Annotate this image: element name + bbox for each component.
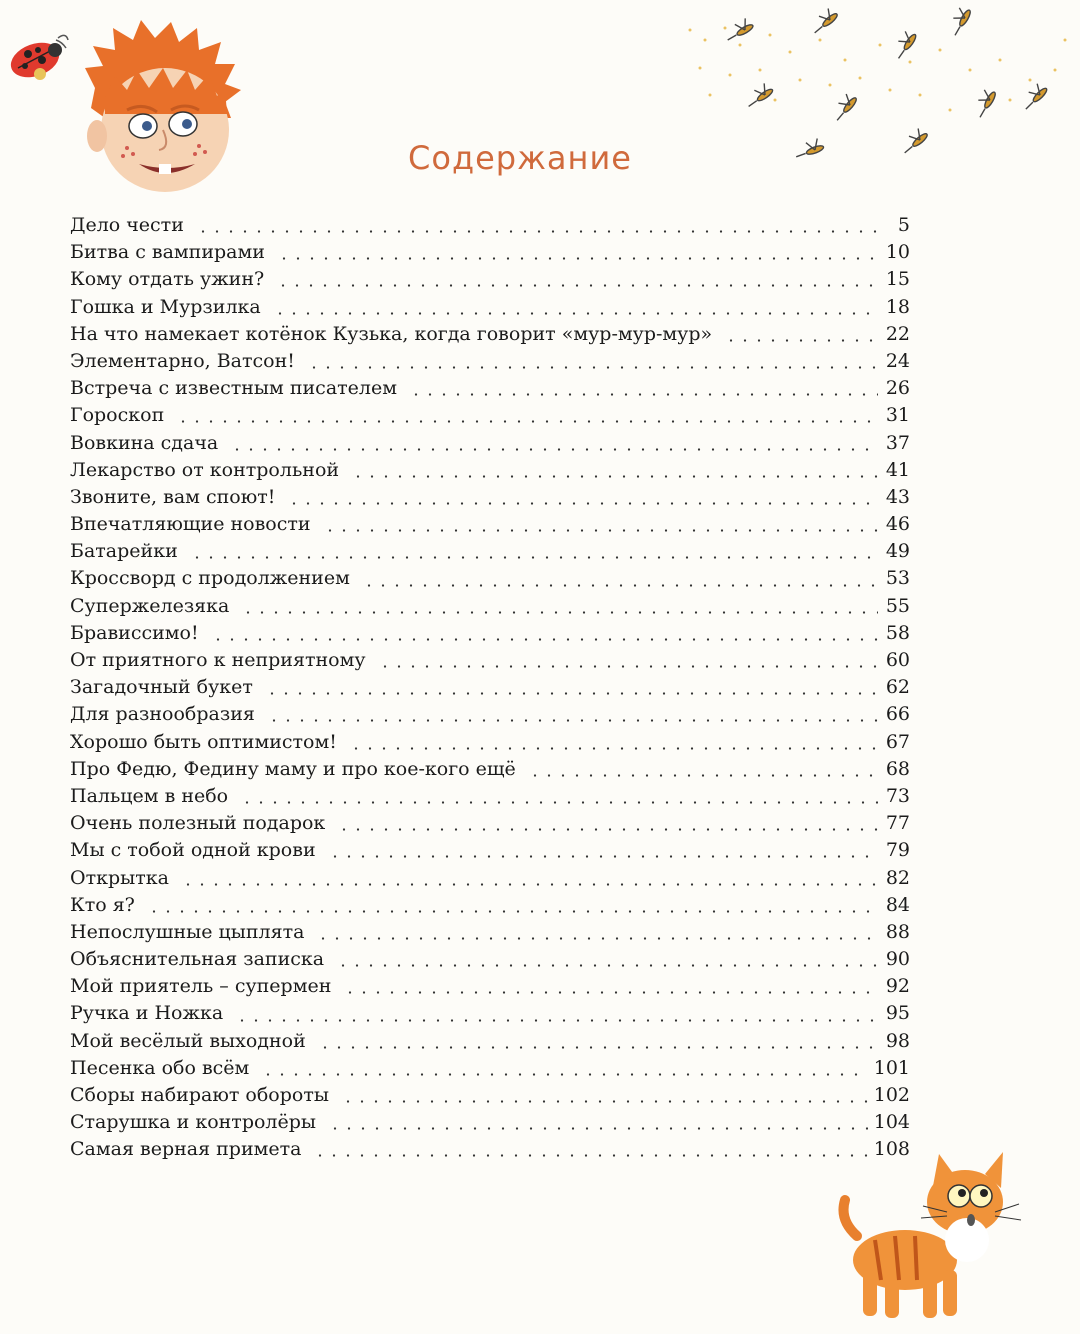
toc-dot-leader — [528, 774, 878, 777]
toc-entry-page: 37 — [885, 431, 910, 454]
toc-entry-title: Про Федю, Федину маму и про кое-кого ещё — [70, 757, 516, 780]
toc-entry[interactable] — [70, 837, 910, 864]
toc-entry[interactable] — [70, 946, 910, 973]
toc-entry-page: 88 — [885, 920, 910, 943]
toc-dot-leader — [343, 991, 878, 994]
toc-dot-leader — [240, 801, 878, 804]
toc-entry[interactable] — [70, 1109, 910, 1136]
toc-entry[interactable] — [70, 239, 910, 266]
toc-entry-page: 49 — [885, 540, 910, 563]
toc-entry[interactable] — [70, 647, 910, 674]
toc-entry-title: Мой приятель – супермен — [70, 975, 332, 998]
toc-entry-title: Дело чести — [70, 214, 184, 236]
toc-dot-leader — [318, 1046, 878, 1049]
toc-dot-leader — [328, 855, 878, 858]
toc-entry-title: Пальцем в небо — [70, 784, 229, 807]
toc-entry-page: 67 — [885, 730, 910, 753]
toc-entry[interactable] — [70, 892, 910, 919]
toc-dot-leader — [362, 584, 878, 587]
toc-entry-page: 68 — [885, 757, 910, 780]
toc-entry-page: 90 — [885, 948, 910, 971]
toc-dot-leader — [307, 366, 878, 369]
toc-entry[interactable] — [70, 865, 910, 892]
toc-entry-page: 98 — [885, 1029, 910, 1052]
toc-entry-page: 53 — [885, 567, 910, 590]
toc-entry-page: 92 — [885, 975, 910, 998]
toc-entry[interactable] — [70, 729, 910, 756]
toc-entry[interactable] — [70, 457, 910, 484]
toc-entry-page: 24 — [885, 349, 910, 372]
toc-dot-leader — [265, 692, 878, 695]
toc-entry-title: Мой весёлый выходной — [70, 1029, 306, 1052]
toc-dot-leader — [341, 1100, 868, 1103]
toc-dot-leader — [241, 611, 878, 614]
toc-entry-page: 62 — [885, 676, 910, 699]
toc-entry-title: Супержелезяка — [70, 594, 230, 617]
boy-illustration — [75, 18, 260, 208]
toc-entry-page: 10 — [885, 241, 910, 264]
toc-dot-leader — [277, 257, 878, 260]
toc-entry-page: 18 — [885, 295, 910, 318]
toc-entry[interactable] — [70, 973, 910, 1000]
toc-entry-title: Лекарство от контрольной — [70, 458, 340, 481]
toc-entry-page: 43 — [885, 485, 910, 508]
toc-dot-leader — [328, 1127, 868, 1130]
toc-dot-leader — [273, 312, 878, 315]
toc-dot-leader — [235, 1019, 878, 1022]
toc-entry[interactable] — [70, 375, 910, 402]
toc-entry-page: 84 — [885, 893, 910, 916]
toc-entry-title: Загадочный букет — [70, 676, 253, 699]
toc-dot-leader — [190, 556, 878, 559]
toc-entry[interactable] — [70, 701, 910, 728]
toc-entry-page: 66 — [885, 703, 910, 726]
toc-dot-leader — [316, 937, 878, 940]
toc-entry-page: 15 — [885, 268, 910, 291]
toc-entry-title: Гороскоп — [70, 404, 165, 427]
toc-entry-page: 82 — [885, 866, 910, 889]
toc-entry-title: Кому отдать ужин? — [70, 268, 265, 291]
toc-dot-leader — [147, 910, 878, 913]
toc-dot-leader — [336, 964, 878, 967]
ladybug-illustration — [0, 30, 70, 80]
toc-dot-leader — [196, 230, 878, 233]
toc-entry-page: 101 — [873, 1056, 910, 1079]
toc-entry-page: 108 — [873, 1138, 910, 1161]
toc-entry[interactable] — [70, 1136, 910, 1163]
toc-entry[interactable] — [70, 783, 910, 810]
toc-dot-leader — [378, 665, 878, 668]
toc-dot-leader — [313, 1154, 867, 1157]
toc-entry-page: 79 — [885, 839, 910, 862]
toc-entry-title: Батарейки — [70, 540, 178, 563]
toc-entry[interactable] — [70, 484, 910, 511]
toc-entry-page: 5 — [897, 214, 910, 236]
toc-entry-title: Очень полезный подарок — [70, 812, 326, 835]
toc-entry-page: 46 — [885, 513, 910, 536]
toc-entry-page: 95 — [885, 1002, 910, 1025]
toc-entry[interactable] — [70, 565, 910, 592]
toc-entry-title: Объяснительная записка — [70, 948, 325, 971]
toc-dot-leader — [176, 420, 878, 423]
toc-entry[interactable] — [70, 674, 910, 701]
toc-entry[interactable] — [70, 919, 910, 946]
toc-entry-title: Кто я? — [70, 893, 135, 916]
toc-entry-page: 77 — [885, 812, 910, 835]
toc-dot-leader — [211, 638, 878, 641]
toc-entry[interactable] — [70, 1055, 910, 1082]
toc-entry-title: От приятного к неприятному — [70, 649, 366, 671]
toc-entry[interactable] — [70, 1028, 910, 1055]
toc-entry-page: 73 — [885, 784, 910, 807]
page-title: Содержание — [408, 139, 632, 178]
toc-entry-title: Непослушные цыплята — [70, 920, 305, 943]
toc-entry-title: Для разнообразия — [70, 703, 255, 726]
toc-entry-page: 41 — [885, 458, 910, 481]
toc-dot-leader — [323, 529, 878, 532]
toc-entry[interactable] — [70, 402, 910, 429]
toc-entry-title: Гошка и Мурзилка — [70, 295, 261, 318]
toc-dot-leader — [287, 502, 878, 505]
toc-entry-title: Элементарно, Ватсон! — [70, 349, 295, 372]
toc-entry[interactable] — [70, 348, 910, 375]
toc-entry[interactable] — [70, 810, 910, 837]
toc-entry-title: Хорошо быть оптимистом! — [70, 730, 337, 753]
toc-dot-leader — [409, 393, 878, 396]
toc-dot-leader — [337, 828, 878, 831]
toc-entry-page: 102 — [873, 1084, 910, 1106]
toc-dot-leader — [349, 747, 878, 750]
toc-entry-page: 104 — [873, 1111, 910, 1134]
toc-entry-title: На что намекает котёнок Кузька, когда говорит «мур-мур-мур» — [70, 322, 713, 345]
toc-entry[interactable] — [70, 321, 910, 348]
toc-entry-title: Мы с тобой одной крови — [70, 839, 316, 862]
toc-entry[interactable] — [70, 511, 910, 538]
toc-dot-leader — [351, 475, 878, 478]
toc-entry[interactable] — [70, 294, 910, 321]
toc-entry[interactable] — [70, 538, 910, 565]
toc-entry-page: 26 — [885, 377, 910, 400]
toc-entry[interactable] — [70, 756, 910, 783]
toc-entry-title: Ручка и Ножка — [70, 1002, 224, 1025]
toc-entry-title: Старушка и контролёры — [70, 1111, 317, 1134]
toc-entry-title: Вовкина сдача — [70, 431, 219, 454]
toc-entry[interactable] — [70, 1082, 910, 1109]
cat-illustration — [835, 1140, 1025, 1330]
table-of-contents — [70, 212, 910, 1164]
toc-entry-page: 60 — [885, 649, 910, 671]
toc-dot-leader — [181, 883, 878, 886]
toc-entry[interactable] — [70, 212, 910, 239]
toc-entry[interactable] — [70, 620, 910, 647]
toc-entry[interactable] — [70, 430, 910, 457]
toc-entry-title: Открытка — [70, 866, 169, 889]
toc-entry[interactable] — [70, 266, 910, 293]
mosquitoes-illustration — [680, 0, 1080, 175]
toc-dot-leader — [724, 339, 878, 342]
toc-entry-title: Песенка обо всём — [70, 1056, 250, 1079]
toc-entry-title: Сборы набирают обороты — [70, 1084, 329, 1106]
toc-entry-page: 58 — [885, 621, 910, 644]
toc-entry[interactable] — [70, 593, 910, 620]
toc-dot-leader — [276, 284, 878, 287]
toc-entry-title: Звоните, вам споют! — [70, 485, 276, 508]
toc-entry-title: Впечатляющие новости — [70, 513, 311, 536]
toc-entry-page: 55 — [885, 594, 910, 617]
toc-entry-title: Брависсимо! — [70, 621, 199, 644]
toc-entry-title: Битва с вампирами — [70, 241, 265, 264]
toc-entry-page: 22 — [885, 322, 910, 345]
toc-dot-leader — [261, 1073, 867, 1076]
toc-dot-leader — [230, 448, 878, 451]
toc-entry-title: Кроссворд с продолжением — [70, 567, 350, 590]
toc-entry-page: 31 — [885, 404, 910, 427]
toc-entry-title: Самая верная примета — [70, 1138, 302, 1161]
toc-entry[interactable] — [70, 1000, 910, 1027]
toc-entry-title: Встреча с известным писателем — [70, 377, 397, 400]
toc-dot-leader — [267, 719, 878, 722]
